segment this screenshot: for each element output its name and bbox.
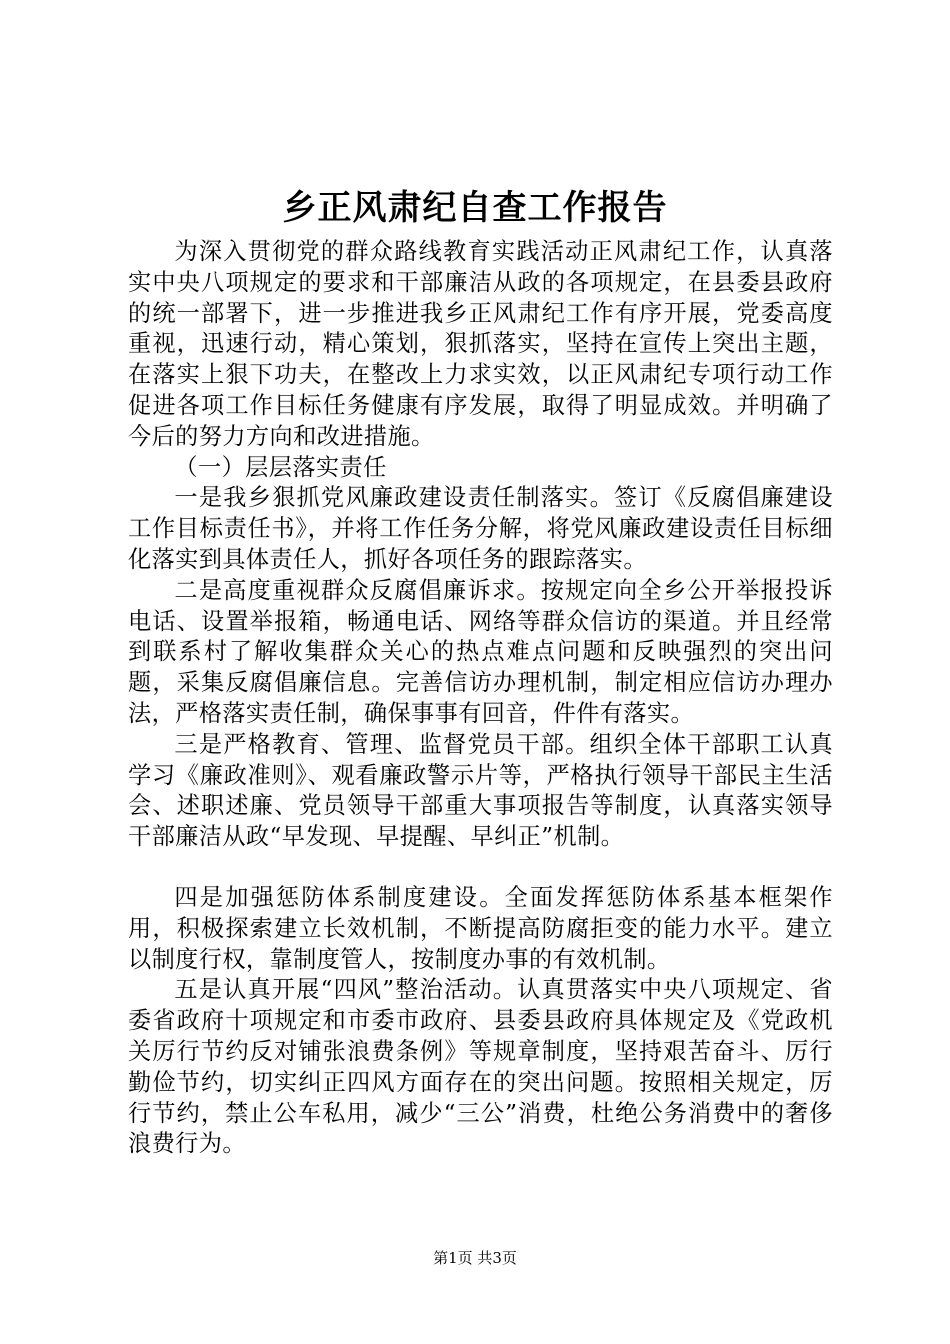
paragraph-item-5: 五是认真开展“四风”整治活动。认真贯落实中央八项规定、省委省政府十项规定和市委市政府、县委县政府具体规定及《党政机关厉行节约反对铺张浪费条例》等规章制度，坚持艰苦奋斗、厉行勤俭节约，切实纠正四风方面存在的突出问题。按照相关规定，厉行节约，禁止公车私用，减少“三公”消费，杜绝公务消费中的奢侈浪费行为。 — [128, 976, 833, 1158]
paragraph-item-4: 四是加强惩防体系制度建设。全面发挥惩防体系基本框架作用，积极探索建立长效机制，不断提高防腐拒变的能力水平。建立以制度行权，靠制度管人，按制度办事的有效机制。 — [128, 883, 833, 973]
document-title: 乡正风肃纪自查工作报告 — [282, 188, 668, 228]
paragraph-item-1: 一是我乡狠抓党风廉政建设责任制落实。签订《反腐倡廉建设工作目标责任书》，并将工作任务分解，将党风廉政建设责任目标细化落实到具体责任人，抓好各项任务的跟踪落实。 — [128, 484, 833, 573]
section-heading: （一）层层落实责任 — [174, 453, 387, 481]
page-number-footer: 第1页 共3页 — [433, 1249, 517, 1267]
paragraph-item-2: 二是高度重视群众反腐倡廉诉求。按规定向全乡公开举报投诉电话、设置举报箱，畅通电话、网络等群众信访的渠道。并且经常到联系村了解收集群众关心的热点难点问题和反映强烈的突出问题，采集反腐倡廉信息。完善信访办理机制，制定相应信访办理办法，严格落实责任制，确保事事有回音，件件有落实。 — [128, 576, 833, 727]
document-body — [128, 237, 833, 1160]
intro-paragraph: 为深入贯彻党的群众路线教育实践活动正风肃纪工作，认真落实中央八项规定的要求和干部廉洁从政的各项规定，在县委县政府的统一部署下，进一步推进我乡正风肃纪工作有序开展，党委高度重视，迅速行动，精心策划，狠抓落实，坚持在宣传上突出主题，在落实上狠下功夫，在整改上力求实效，以正风肃纪专项行动工作促进各项工作目标任务健康有序发展，取得了明显成效。并明确了今后的努力方向和改进措施。 — [128, 238, 833, 450]
paragraph-item-3: 三是严格教育、管理、监督党员干部。组织全体干部职工认真学习《廉政准则》、观看廉政警示片等，严格执行领导干部民主生活会、述职述廉、党员领导干部重大事项报告等制度，认真落实领导干部廉洁从政“早发现、早提醒、早纠正”机制。 — [128, 730, 833, 851]
